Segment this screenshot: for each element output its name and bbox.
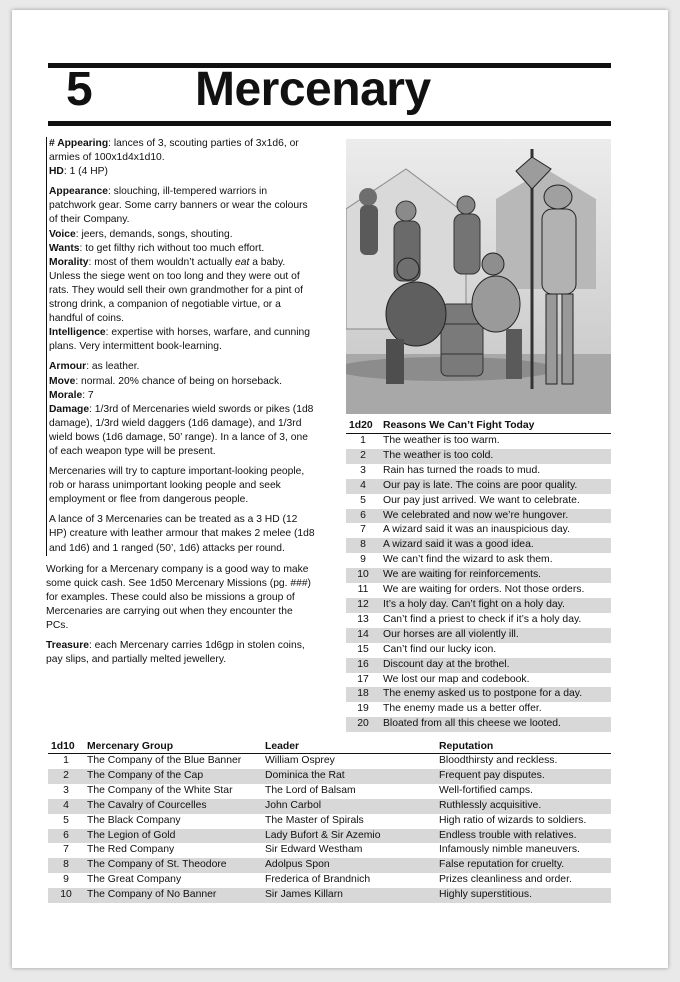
row-number: 8 <box>346 538 380 553</box>
group-name: The Company of the Cap <box>84 769 262 784</box>
wants-text: : to get filthy rich without too much effort. <box>79 242 265 254</box>
damage-text: : 1/3rd of Mercenaries wield swords or pikes (1d8 damage), 1/3rd wield daggers (1d6 damage), and 1/3rd wield bows (1d6 damage, 50’ range). In a lance of 3, one of each weapon type will be present. <box>49 403 314 457</box>
voice-text: : jeers, demands, songs, shouting. <box>75 228 233 240</box>
table-row <box>346 494 611 509</box>
morale-text: : 7 <box>82 389 94 401</box>
group-name: The Company of the White Star <box>87 784 233 796</box>
reputation-column-header: Reputation <box>436 740 611 754</box>
reasons-table <box>346 418 611 732</box>
row-number: 10 <box>48 888 84 903</box>
row-text: We celebrated and now we’re hungover. <box>380 509 611 524</box>
table-row <box>48 888 611 903</box>
hd-line <box>49 165 316 179</box>
entry-number: 5 <box>66 63 93 116</box>
row-number: 14 <box>346 628 380 643</box>
morality-text-1: : most of them wouldn’t actually <box>88 256 235 268</box>
treasure-label: Treasure <box>46 640 89 652</box>
leader-name: The Master of Spirals <box>265 814 364 826</box>
move-text: : normal. 20% chance of being on horseback. <box>75 375 282 387</box>
row-number: 11 <box>357 584 369 596</box>
group-name: The Company of the Blue Banner <box>87 755 242 766</box>
illustration-svg <box>346 139 611 414</box>
row-number: 3 <box>360 464 366 476</box>
table-row <box>48 799 611 814</box>
row-text: The enemy asked us to postpone for a day. <box>380 687 611 702</box>
row-number: 1 <box>360 435 366 446</box>
reasons-title-header: Reasons We Can’t Fight Today <box>380 418 611 434</box>
reputation: Bloodthirsty and reckless. <box>439 755 558 766</box>
row-text: Discount day at the brothel. <box>380 658 611 673</box>
group-name: The Red Company <box>87 844 175 856</box>
leader-name: Adolpus Spon <box>262 858 436 873</box>
appearing-label: # Appearing <box>49 138 109 149</box>
row-number: 9 <box>360 554 366 566</box>
table-row <box>346 613 611 628</box>
table-row <box>48 814 611 829</box>
leader-name: John Carbol <box>262 799 436 814</box>
row-text: A wizard said it was an inauspicious day. <box>383 524 570 536</box>
damage-label: Damage <box>49 403 90 415</box>
group-name: The Cavalry of Courcelles <box>84 799 262 814</box>
voice-line <box>49 228 316 242</box>
intelligence-line <box>49 326 316 354</box>
row-number: 4 <box>48 799 84 814</box>
row-text: It’s a holy day. Can’t fight on a holy day. <box>380 598 611 613</box>
table-row <box>48 843 611 858</box>
row-text: The weather is too warm. <box>383 435 500 446</box>
row-text: The weather is too cold. <box>380 449 611 464</box>
row-number: 13 <box>357 613 369 625</box>
row-text: We are waiting for orders. Not those orders. <box>383 584 585 596</box>
armour-label: Armour <box>49 361 87 373</box>
intelligence-text: : expertise with horses, warfare, and cunning plans. Very intermittent book-learning. <box>49 327 310 353</box>
reputation: Well-fortified camps. <box>439 784 533 796</box>
row-text: We lost our map and codebook. <box>383 673 530 685</box>
row-number: 19 <box>357 703 369 715</box>
leader-name: The Lord of Balsam <box>265 784 356 796</box>
reputation: Highly superstitious. <box>436 888 611 903</box>
voice-label: Voice <box>49 228 76 240</box>
table-row <box>346 464 611 479</box>
row-number: 7 <box>63 844 69 856</box>
row-number: 5 <box>360 494 366 506</box>
table-row <box>48 784 611 799</box>
row-number: 8 <box>48 858 84 873</box>
damage-line <box>49 403 316 459</box>
table-row <box>48 769 611 784</box>
group-name: The Company of St. Theodore <box>84 858 262 873</box>
row-number: 12 <box>346 598 380 613</box>
move-line <box>49 375 316 389</box>
row-number: 15 <box>357 643 369 655</box>
title-row <box>48 58 611 122</box>
reasons-header-row <box>346 418 611 434</box>
row-text: We can’t find the wizard to ask them. <box>383 554 553 566</box>
table-row <box>346 598 611 613</box>
row-text: Rain has turned the roads to mud. <box>383 464 541 476</box>
appearance-label: Appearance <box>49 186 108 198</box>
group-name: The Legion of Gold <box>84 829 262 844</box>
row-text: Our pay just arrived. We want to celebrate. <box>383 494 580 506</box>
lance-paragraph: A lance of 3 Mercenaries can be treated as a 3 HD (12 HP) creature with leather armour that makes 2 melee (1d8 and 1d6) and 1 ranged (50’, 1d6) attacks per round. <box>49 514 315 554</box>
wants-line <box>49 242 316 256</box>
table-row <box>346 702 611 717</box>
row-number: 4 <box>346 479 380 494</box>
wants-label: Wants <box>49 242 80 254</box>
row-number: 3 <box>63 784 69 796</box>
morality-text-2: a baby. Unless the siege went on too long and they were out of rats. They would sell their own grandmother for a pint of strong drink, a companion of negotiable virtue, or a handful of coins. <box>49 256 303 325</box>
reputation: Prizes cleanliness and order. <box>439 874 572 886</box>
treasure-text: : each Mercenary carries 1d6gp in stolen coins, pay slips, and partially melted jewellery. <box>46 640 305 666</box>
row-number: 16 <box>346 658 380 673</box>
table-row <box>346 523 611 538</box>
row-number: 2 <box>346 449 380 464</box>
row-number: 17 <box>357 673 369 685</box>
move-label: Move <box>49 375 76 387</box>
reputation: Endless trouble with relatives. <box>436 829 611 844</box>
reputation: Frequent pay disputes. <box>436 769 611 784</box>
behaviour-paragraph: Mercenaries will try to capture important-looking people, rob or harass unimportant looking people and seek employment or flee from dangerous people. <box>49 466 305 506</box>
table-row <box>346 553 611 568</box>
table-row <box>346 449 611 464</box>
row-text: We are waiting for reinforcements. <box>380 568 611 583</box>
morale-label: Morale <box>49 389 83 401</box>
row-number: 7 <box>360 524 366 536</box>
row-text: Can’t find our lucky icon. <box>383 643 497 655</box>
morality-label: Morality <box>49 256 89 268</box>
table-row <box>346 583 611 598</box>
table-row <box>48 829 611 844</box>
hd-text: : 1 (4 HP) <box>63 166 108 178</box>
armour-text: : as leather. <box>86 361 140 373</box>
row-number: 1 <box>63 755 69 766</box>
page-title: Mercenary <box>195 63 431 116</box>
group-name: The Company of No Banner <box>84 888 262 903</box>
row-text: Bloated from all this cheese we looted. <box>380 717 611 732</box>
reputation: Ruthlessly acquisitive. <box>436 799 611 814</box>
working-paragraph: Working for a Mercenary company is a good way to make some quick cash. See 1d50 Mercenary Missions (pg. ###) for examples. These could also be missions a group of Mercenaries are carrying out when they encounter the PCs. <box>46 563 311 631</box>
mercenaries-illustration <box>346 139 611 414</box>
title-rule-bottom <box>48 121 611 126</box>
appearance-line <box>49 185 316 227</box>
table-row <box>346 673 611 688</box>
leader-name: Dominica the Rat <box>262 769 436 784</box>
leader-name: Frederica of Brandnich <box>265 874 371 886</box>
groups-header-row <box>48 740 611 754</box>
leader-name: Sir Edward Westham <box>265 844 363 856</box>
group-name: The Great Company <box>87 874 182 886</box>
table-row <box>346 687 611 702</box>
table-row <box>48 858 611 873</box>
group-name: The Black Company <box>87 814 181 826</box>
stat-block <box>46 137 316 556</box>
row-number: 9 <box>63 874 69 886</box>
mercenary-groups-table <box>48 740 611 903</box>
row-text: A wizard said it was a good idea. <box>380 538 611 553</box>
armour-line <box>49 360 316 374</box>
intelligence-label: Intelligence <box>49 327 106 339</box>
reasons-die-header: 1d20 <box>346 418 380 434</box>
treasure-line <box>46 639 316 667</box>
morale-line <box>49 389 316 403</box>
groups-die-header: 1d10 <box>48 740 84 754</box>
row-number: 6 <box>346 509 380 524</box>
table-row <box>346 628 611 643</box>
row-number: 18 <box>346 687 380 702</box>
row-text: Our pay is late. The coins are poor quality. <box>380 479 611 494</box>
table-row <box>346 434 611 449</box>
table-row <box>346 568 611 583</box>
reputation: High ratio of wizards to soldiers. <box>439 814 587 826</box>
leader-name: William Osprey <box>265 755 335 766</box>
row-number: 6 <box>48 829 84 844</box>
row-number: 20 <box>346 717 380 732</box>
morality-line <box>49 256 316 326</box>
table-row <box>346 538 611 553</box>
table-row <box>346 479 611 494</box>
reputation: False reputation for cruelty. <box>436 858 611 873</box>
row-text: Our horses are all violently ill. <box>380 628 611 643</box>
table-row <box>346 509 611 524</box>
table-row <box>48 754 611 769</box>
group-column-header: Mercenary Group <box>84 740 262 754</box>
row-number: 5 <box>63 814 69 826</box>
table-row <box>346 643 611 658</box>
left-column <box>46 137 316 673</box>
reputation: Infamously nimble maneuvers. <box>439 844 580 856</box>
leader-name: Sir James Killarn <box>262 888 436 903</box>
row-number: 2 <box>48 769 84 784</box>
appearing-line <box>49 137 316 165</box>
table-row <box>48 873 611 888</box>
leader-name: Lady Bufort & Sir Azemio <box>262 829 436 844</box>
row-text: Can’t find a priest to check if it’s a holy day. <box>383 613 582 625</box>
appearing-text: : lances of 3, scouting parties of 3x1d6, or armies of 100x1d4x1d10. <box>49 138 299 164</box>
leader-column-header: Leader <box>262 740 436 754</box>
table-row <box>346 717 611 732</box>
appearance-text: : slouching, ill-tempered warriors in patchwork gear. Some carry banners or wear the colours of their Company. <box>49 186 308 226</box>
hd-label: HD <box>49 166 64 178</box>
row-text: The enemy made us a better offer. <box>383 703 542 715</box>
morality-emphasis: eat <box>235 256 250 268</box>
row-number: 10 <box>346 568 380 583</box>
table-row <box>346 658 611 673</box>
